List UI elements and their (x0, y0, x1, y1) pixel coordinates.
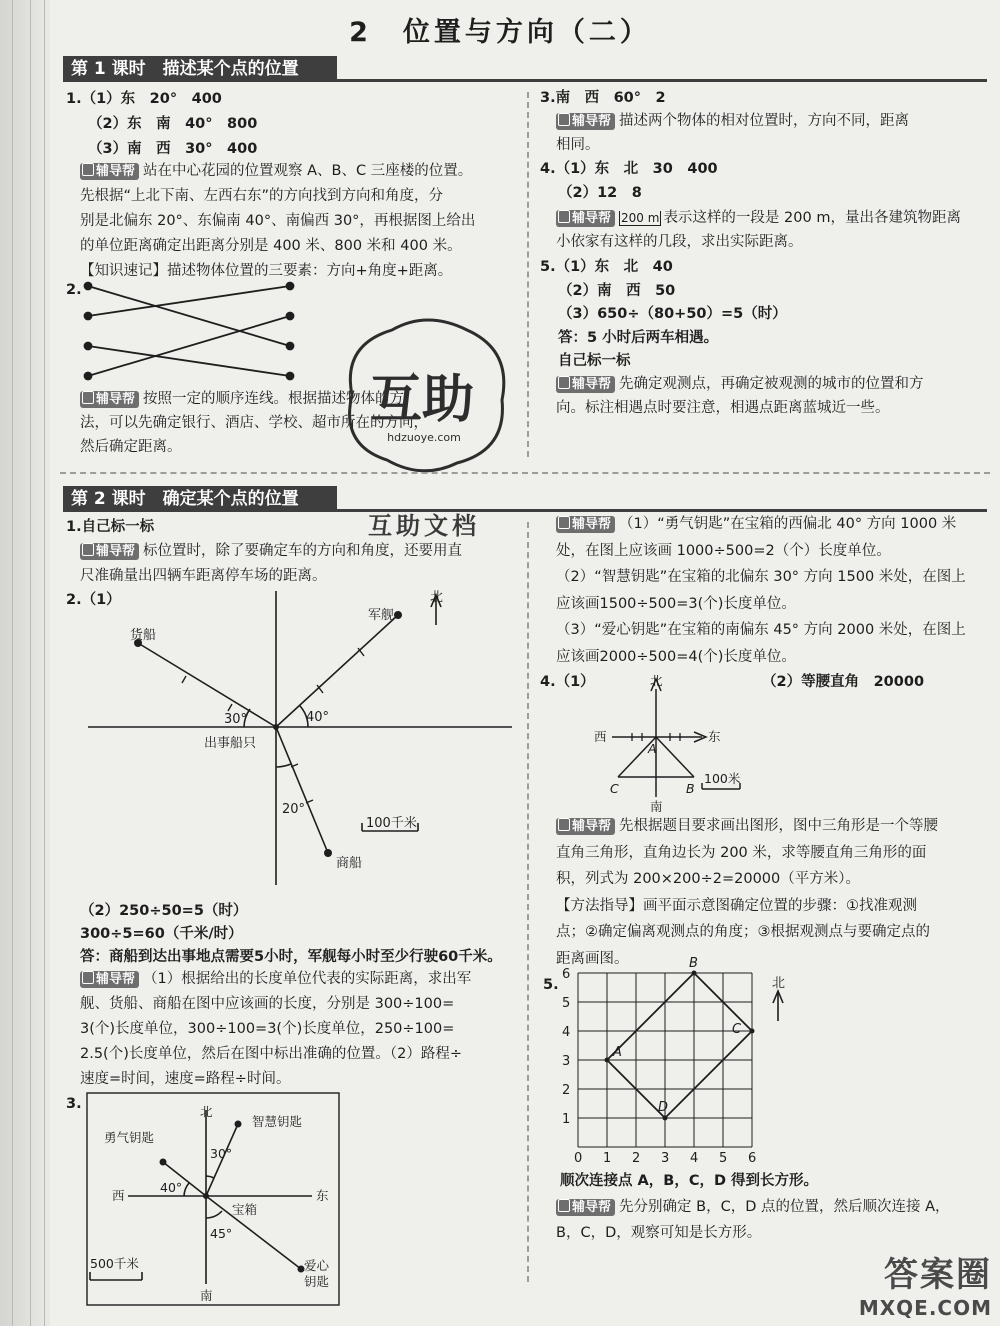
l2-q4-part2: （2）等腰直角 20000 (762, 674, 925, 690)
x-tick: 6 (748, 1151, 757, 1166)
book-icon (558, 1199, 570, 1212)
x-tick: 4 (690, 1151, 699, 1166)
fig3-a40: 40° (160, 1180, 183, 1195)
x-tick: 2 (632, 1151, 641, 1166)
fig3-west: 西 (112, 1188, 125, 1203)
line-text: （1）“勇气钥匙”在宝箱的西偏北 40° 方向 1000 米 (619, 516, 957, 532)
point-D (663, 1116, 668, 1121)
line-text: 尺准确量出四辆车距离停车场的距离。 (80, 568, 327, 584)
l1-q5-help (556, 399, 890, 417)
fig3-scale: 500千米 (90, 1256, 139, 1271)
line-text: 点；②确定偏离观测点的角度；③根据观测点与要确定点的 (556, 924, 930, 940)
y-tick: 2 (562, 1083, 571, 1098)
point-A (605, 1058, 610, 1063)
lesson2-bar: 第 2 课时 确定某个点的位置 (63, 486, 337, 512)
fig2-a40: 40° (306, 710, 330, 725)
y-tick: 1 (562, 1112, 571, 1127)
l2-r-help (556, 515, 956, 533)
fig2-a30: 30° (224, 712, 248, 727)
book-icon (558, 376, 570, 389)
l2-q1-answer (66, 518, 154, 536)
l1-q1-help (80, 187, 443, 205)
l1-q1-answer (88, 115, 257, 133)
y-tick: 3 (562, 1054, 571, 1069)
tutor-help-badge (556, 1199, 615, 1216)
tutor-help-badge (556, 210, 615, 227)
fig3-wisdom: 智慧钥匙 (252, 1114, 303, 1129)
fig2-north: 北 (430, 590, 444, 605)
fig4-west: 西 (594, 729, 607, 744)
l2-q5-conclusion: 顺次连接点 A，B，C，D 得到长方形。 (560, 1173, 819, 1189)
line-text: （2）12 8 (558, 185, 642, 201)
l1-q3-help (556, 136, 600, 154)
stamp-main: 互助 (369, 370, 475, 430)
line-text: 别是北偏东 20°、东偏南 40°、南偏西 30°，再根据图上给出 (80, 213, 476, 229)
l2-r-help (556, 542, 891, 560)
book-icon (82, 543, 94, 556)
matching-lines-figure (80, 278, 320, 388)
fig3-love1: 爱心 (304, 1258, 330, 1273)
fig4-A: A (648, 741, 657, 756)
l2-r-help (556, 568, 966, 586)
l1-q2-num: 2. (66, 282, 82, 298)
l2-r-help (556, 648, 796, 666)
logo-main: 答案圈 (884, 1255, 992, 1295)
point-label: B (689, 956, 698, 971)
line-text: 300÷5=60（千米/时） (80, 926, 243, 942)
line-text: 3.南 西 60° 2 (540, 90, 666, 106)
line-text: 2.5(个)长度单位，然后在图中标出准确的位置。（2）路程÷ (80, 1046, 462, 1062)
l2-q3-num: 3. (66, 1096, 82, 1112)
column-divider-2 (527, 522, 529, 1282)
fig3-a30: 30° (210, 1146, 233, 1161)
point-C (750, 1029, 755, 1034)
l2-q5-help (556, 1198, 950, 1216)
fig4-north: 北 (650, 673, 663, 688)
line-text: 舰、货船、商船在图中应该画的长度，分别是 300÷100= (80, 996, 455, 1012)
line-text: 描述两个物体的相对位置时，方向不同，距离 (619, 113, 910, 129)
line-text: 相同。 (556, 137, 600, 153)
line-text: 然后确定距离。 (80, 439, 182, 455)
tutor-help-badge (556, 818, 615, 835)
stamp-url: hdzuoye.com (387, 431, 461, 444)
l1-q4-answer (558, 184, 642, 202)
line-text: B，C，D，观察可知是长方形。 (556, 1225, 762, 1241)
line-text: 1.自己标一标 (66, 519, 155, 535)
badge-label: 辅导帮 (572, 211, 612, 226)
line-text: 【知识速记】描述物体位置的三要素：方向+角度+距离。 (80, 263, 453, 279)
line-text: 表示这样的一段是 200 m，量出各建筑物距离 (663, 210, 961, 226)
line-text: （1）根据给出的长度单位代表的实际距离，求出军 (143, 971, 472, 987)
watermark-logo (859, 1247, 992, 1320)
line-text: 答：5 小时后两车相遇。 (558, 329, 719, 346)
fig4-scale: 100米 (704, 771, 741, 786)
l2-q2-answer (80, 925, 243, 943)
l2-r-help (556, 621, 966, 639)
l2-q2-answer (80, 902, 247, 920)
x-tick: 5 (719, 1151, 728, 1166)
line-text: 站在中心花园的位置观察 A、B、C 三座楼的位置。 (143, 163, 473, 179)
fig3-south: 南 (200, 1288, 213, 1303)
fig3-love2: 钥匙 (304, 1274, 330, 1289)
l2-q2-label: 2.（1） (66, 592, 121, 608)
watermark-text: 互助文档 (368, 512, 480, 540)
l1-q5-answer (558, 282, 675, 300)
tutor-help-badge (80, 543, 139, 560)
tutor-help-badge (80, 391, 139, 408)
line-text: 的单位距离确定出距离分别是 400 米、800 米和 400 米。 (80, 238, 462, 254)
line-text: 答：商船到达出事地点需要5小时，军舰每小时至少行驶60千米。 (80, 949, 502, 965)
l1-q1-help (80, 237, 462, 255)
treasure-map-figure (86, 1092, 340, 1306)
fig4-south: 南 (650, 799, 663, 814)
l1-q5-answer (540, 258, 673, 276)
fig2-warship: 军舰 (368, 608, 395, 623)
l2-r-help (556, 595, 796, 613)
lesson1-rule (337, 79, 987, 82)
badge-label: 辅导帮 (572, 819, 612, 834)
line-text: 自己标一标 (558, 353, 631, 369)
page-title: 2 位置与方向（二） (349, 17, 651, 48)
l2-q4-help (556, 950, 629, 968)
badge-label: 辅导帮 (572, 517, 612, 532)
book-icon (82, 163, 94, 176)
line-text: （3）650÷（80+50）=5（时） (558, 306, 787, 322)
l1-q3-answer (540, 89, 666, 107)
line-text: 先根据题目要求画出图形，图中三角形是一个等腰 (619, 818, 939, 834)
book-icon (558, 113, 570, 126)
l2-q2-answer (80, 948, 502, 966)
line-text: （2）东 南 40° 800 (88, 116, 258, 132)
badge-label: 辅导帮 (572, 377, 612, 392)
l1-q5-answer (558, 329, 718, 347)
rectangle-abcd (607, 973, 752, 1118)
l2-q4-help (556, 897, 917, 915)
l2-q2-help (80, 1020, 454, 1038)
fig4-east: 东 (708, 729, 721, 744)
badge-label: 辅导帮 (572, 1200, 612, 1215)
l2-q4-help (556, 817, 938, 835)
line-text: 距离画图。 (556, 950, 629, 967)
l2-q5-num: 5. (543, 977, 559, 993)
l1-q2-help (80, 438, 182, 456)
line-text: 标位置时，除了要确定车的方向和角度，还要用直 (143, 543, 463, 559)
line-text: 速度=时间，速度=路程÷时间。 (80, 1071, 291, 1087)
badge-label: 辅导帮 (96, 972, 136, 987)
lesson1-bar: 第 1 课时 描述某个点的位置 (63, 56, 337, 82)
x-tick: 3 (661, 1151, 670, 1166)
fig4-C: C (610, 781, 619, 796)
column-divider (527, 92, 529, 457)
book-spine (0, 0, 50, 1326)
line-text: （2）南 西 50 (558, 282, 676, 299)
l1-q5-answer (558, 305, 787, 323)
fig2-scale: 100千米 (366, 816, 417, 831)
tutor-help-badge (80, 971, 139, 988)
l1-q5-help (556, 375, 924, 393)
x-tick: 0 (574, 1151, 583, 1166)
tutor-help-badge (556, 516, 615, 533)
badge-label: 辅导帮 (96, 164, 136, 179)
l2-q5-help (556, 1224, 761, 1242)
badge-label: 辅导帮 (96, 392, 136, 407)
tutor-help-badge (556, 113, 615, 130)
point-label: C (732, 1022, 742, 1037)
l1-q1-answer (88, 140, 257, 158)
line-text: 应该画1500÷500=3(个)长度单位。 (556, 595, 796, 612)
line-text: 向。标注相遇点时要注意，相遇点距离蓝城近一些。 (556, 400, 890, 416)
l2-q4-label: 4.（1） (540, 674, 595, 690)
line-text: 积，列式为 200×200÷2=20000（平方米）。 (556, 871, 861, 887)
watermark-stamp (332, 305, 517, 480)
fig3-north: 北 (200, 1104, 213, 1119)
l2-q1-help (80, 542, 462, 560)
l2-q1-help (80, 567, 327, 585)
fig5-north: 北 (772, 976, 786, 991)
line-text: 直角三角形，直角边长为 200 米，求等腰直角三角形的面 (556, 844, 927, 861)
fig2-a20: 20° (282, 802, 306, 817)
line-text: （2）“智慧钥匙”在宝箱的北偏东 30° 方向 1500 米处，在图上 (556, 569, 966, 585)
book-icon (558, 818, 570, 831)
y-tick: 4 (562, 1025, 571, 1040)
line-text: 按照一定的顺序连线。根据描述物体的方 (143, 391, 405, 407)
section-separator (60, 472, 990, 474)
line-text: 先分别确定 B，C，D 点的位置，然后顺次连接 A， (619, 1199, 950, 1215)
line-text: 先确定观测点，再确定被观测的城市的位置和方 (619, 376, 924, 392)
line-text: （2）250÷50=5（时） (80, 903, 248, 919)
line-text: （3）“爱心钥匙”在宝箱的南偏东 45° 方向 2000 米处，在图上 (556, 622, 966, 638)
x-tick: 1 (603, 1151, 612, 1166)
book-icon (82, 391, 94, 404)
l1-q4-help (556, 233, 803, 251)
l2-q4-help (556, 923, 930, 941)
l2-q2-help (80, 970, 471, 988)
l2-q4-help (556, 844, 926, 862)
fig3-east: 东 (316, 1188, 329, 1203)
line-text: 处，在图上应该画 1000÷500=2（个）长度单位。 (556, 542, 891, 559)
l2-q4-help (556, 870, 860, 888)
l2-q2-help (80, 1045, 462, 1063)
l1-q4-help (556, 209, 961, 227)
l1-q1-answer (66, 90, 222, 108)
triangle-figure (590, 673, 750, 813)
l1-q1-help (80, 162, 472, 180)
line-text: 应该画2000÷500=4(个)长度单位。 (556, 648, 796, 665)
l1-q5-answer (558, 352, 631, 370)
line-text: 5.（1）东 北 40 (540, 259, 673, 275)
point-B (692, 971, 697, 976)
badge-label: 辅导帮 (96, 544, 136, 559)
tutor-help-badge (556, 376, 615, 393)
badge-label: 辅导帮 (572, 114, 612, 129)
fig3-courage: 勇气钥匙 (104, 1130, 155, 1145)
l1-q3-help (556, 112, 909, 130)
line-text: 1.（1）东 20° 400 (66, 91, 222, 107)
book-icon (558, 210, 570, 223)
fig2-merchant: 商船 (336, 856, 363, 871)
y-tick: 6 (562, 967, 571, 982)
tutor-help-badge (80, 163, 139, 180)
logo-url: MXQE.COM (858, 1296, 992, 1320)
line-text: 4.（1）东 北 30 400 (540, 161, 718, 177)
fig4-B: B (686, 781, 695, 796)
line-text: （3）南 西 30° 400 (88, 141, 258, 157)
fig3-treasure: 宝箱 (232, 1202, 258, 1217)
fig2-cargo: 货船 (130, 628, 157, 643)
line-text: 3(个)长度单位，300÷100=3(个)长度单位，250÷100= (80, 1021, 455, 1037)
book-icon (558, 516, 570, 529)
l1-q4-answer (540, 160, 718, 178)
book-icon (82, 971, 94, 984)
y-tick: 5 (562, 996, 571, 1011)
point-label: A (613, 1045, 622, 1060)
l2-q2-help (80, 995, 454, 1013)
ship-position-figure (80, 585, 520, 895)
fig2-center: 出事船只 (204, 736, 257, 751)
line-text: 小依家有这样的几段，求出实际距离。 (556, 234, 803, 250)
line-text: 【方法指导】画平面示意图确定位置的步骤：①找准观测 (556, 897, 917, 914)
line-text: 法，可以先确定银行、酒店、学校、超市所在的方向， (80, 415, 428, 431)
fig3-a45: 45° (210, 1226, 233, 1241)
scale-bar-200m: 200 m (621, 211, 660, 225)
l1-q1-help (80, 212, 475, 230)
point-label: D (658, 1100, 669, 1115)
line-text: 先根据“上北下南、左西右东”的方向找到方向和角度，分 (80, 188, 444, 204)
l2-q2-help (80, 1070, 290, 1088)
